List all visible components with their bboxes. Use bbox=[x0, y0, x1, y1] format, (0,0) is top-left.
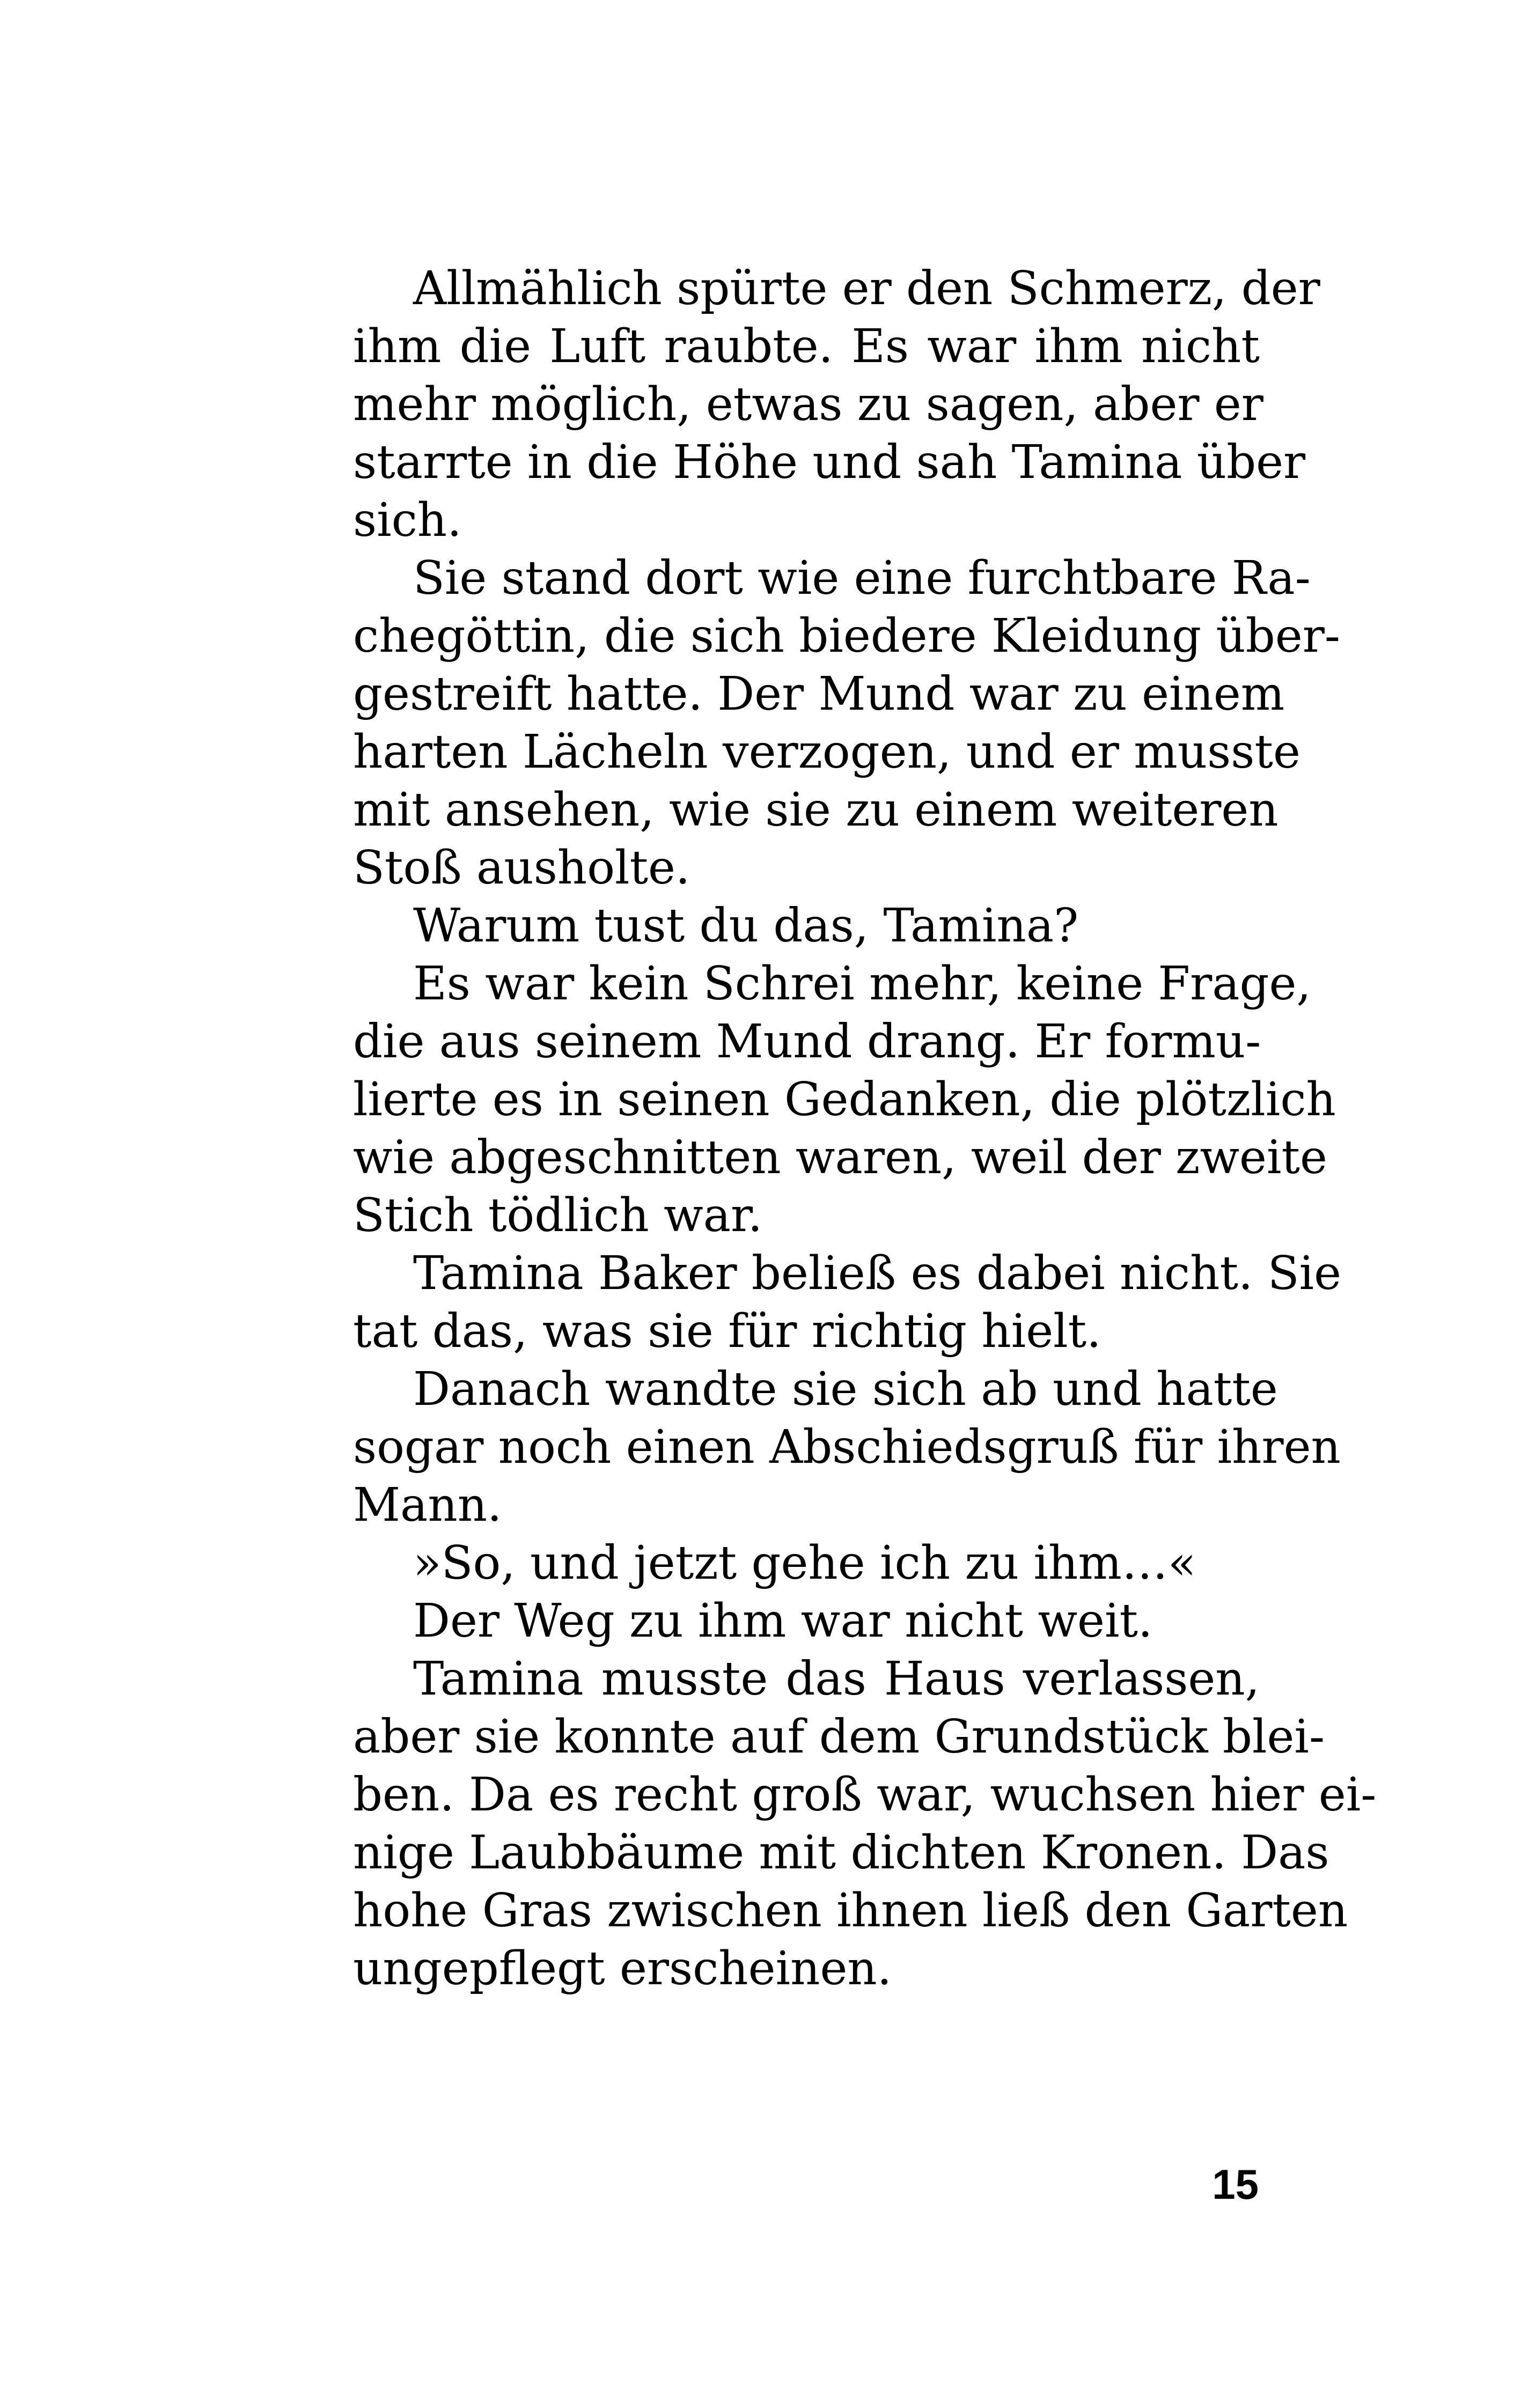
text-line: hohe Gras zwischen ihnen ließ den Garten bbox=[353, 1884, 1348, 1938]
text-line: Mann. bbox=[353, 1478, 502, 1532]
text-line: Tamina musste das Haus verlassen, bbox=[413, 1652, 1260, 1706]
text-line: mit ansehen, wie sie zu einem weiteren bbox=[353, 783, 1278, 837]
text-line: nige Laubbäume mit dichten Kronen. Das bbox=[353, 1826, 1329, 1880]
text-line: chegöttin, die sich biedere Kleidung über- bbox=[353, 609, 1340, 663]
text-line: Stoß ausholte. bbox=[353, 841, 690, 895]
text-line: sich. bbox=[353, 494, 462, 547]
text-line: ihm die Luft raubte. Es war ihm nicht bbox=[353, 320, 1260, 373]
text-line: Allmählich spürte er den Schmerz, der bbox=[413, 262, 1320, 315]
text-line: Tamina Baker beließ es dabei nicht. Sie bbox=[413, 1247, 1342, 1300]
text-line: Es war kein Schrei mehr, keine Frage, bbox=[413, 957, 1311, 1011]
text-line: die aus seinem Mund drang. Er formu- bbox=[353, 1015, 1261, 1069]
text-line: mehr möglich, etwas zu sagen, aber er bbox=[353, 378, 1263, 431]
text-line: ben. Da es recht groß war, wuchsen hier ei- bbox=[353, 1768, 1377, 1822]
text-line: Sie stand dort wie eine furchtbare Ra- bbox=[413, 551, 1311, 605]
text-line: »So, und jetzt gehe ich zu ihm…« bbox=[413, 1536, 1196, 1590]
text-line: lierte es in seinen Gedanken, die plötzlich bbox=[353, 1073, 1336, 1126]
body-text bbox=[353, 260, 1377, 1998]
text-line: Der Weg zu ihm war nicht weit. bbox=[413, 1594, 1153, 1648]
text-line: starrte in die Höhe und sah Tamina über bbox=[353, 436, 1306, 489]
text-line: harten Lächeln verzogen, und er musste bbox=[353, 725, 1300, 779]
text-line: ungepflegt erscheinen. bbox=[353, 1942, 892, 1995]
text-line: wie abgeschnitten waren, weil der zweite bbox=[353, 1131, 1327, 1184]
text-line: aber sie konnte auf dem Grundstück blei- bbox=[353, 1710, 1325, 1764]
text-line: gestreift hatte. Der Mund war zu einem bbox=[353, 667, 1285, 721]
text-line: Stich tödlich war. bbox=[353, 1189, 763, 1242]
text-line: sogar noch einen Abschiedsgruß für ihren bbox=[353, 1420, 1341, 1474]
page-number: 15 bbox=[1212, 2161, 1259, 2208]
text-line: tat das, was sie für richtig hielt. bbox=[353, 1305, 1101, 1358]
text-line: Warum tust du das, Tamina? bbox=[413, 899, 1079, 953]
text-line: Danach wandte sie sich ab und hatte bbox=[413, 1363, 1278, 1416]
